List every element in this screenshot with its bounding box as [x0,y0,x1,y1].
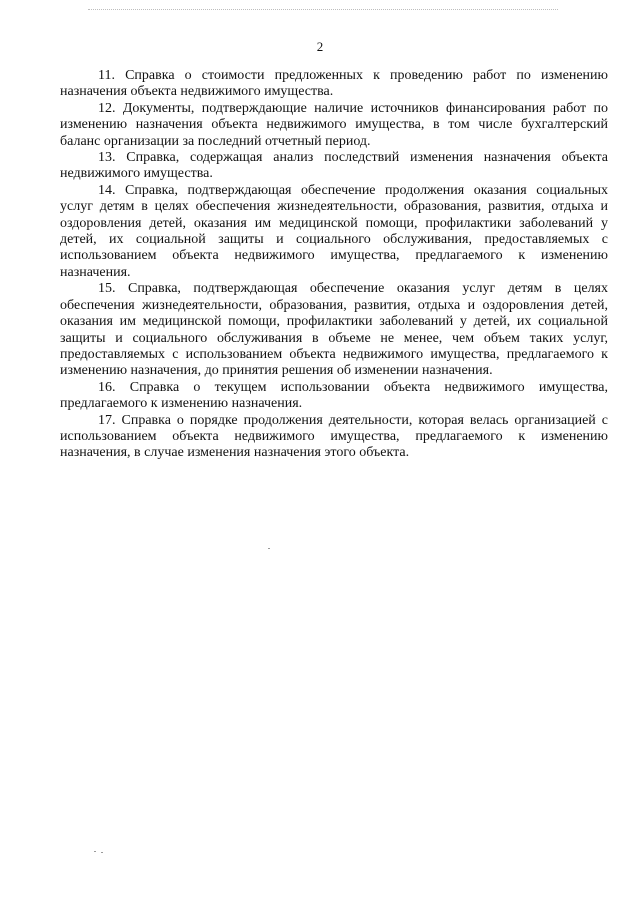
scan-speck [268,548,270,549]
paragraph-item-12: 12. Документы, подтверждающие наличие источников финансирования работ по изменению назначения объекта недвижимого имущества, в том числе бухгалтерский баланс организации за последний отчетный период. [60,100,608,149]
paragraph-item-17: 17. Справка о порядке продолжения деятельности, которая велась организацией с использованием объекта недвижимого имущества, предлагаемого к изменению назначения, в случае изменения назначения этого объекта. [60,412,608,461]
paragraph-item-14: 14. Справка, подтверждающая обеспечение продолжения оказания социальных услуг детям в целях обеспечения жизнедеятельности, образования, развития, отдыха и оздоровления детей, оказания им медицинской помощи, профилактики заболеваний у детей, их социальной защиты и социального обслуживания, предоставляемых с использованием объекта недвижимого имущества, предлагаемого к изменению назначения. [60,182,608,280]
paragraph-item-11: 11. Справка о стоимости предложенных к проведению работ по изменению назначения объекта недвижимого имущества. [60,68,608,100]
page-number: 2 [316,39,324,54]
paragraph-item-16: 16. Справка о текущем использовании объекта недвижимого имущества, предлагаемого к изменению назначения. [60,379,608,412]
document-body [60,68,608,462]
scan-speck [101,852,103,853]
scan-edge-line [88,9,558,10]
paragraph-item-13: 13. Справка, содержащая анализ последствий изменения назначения объекта недвижимого имущества. [60,150,608,182]
paragraph-item-15: 15. Справка, подтверждающая обеспечение оказания услуг детям в целях обеспечения жизнедеятельности, образования, развития, отдыха и оздоровления детей, оказания им медицинской помощи, профилактики заболеваний у детей, их социальной защиты и социального обслуживания в объеме не менее, чем объем таких услуг, предоставляемых с использованием объекта недвижимого имущества, предлагаемого к изменению назначения, до принятия решения об изменении назначения. [60,281,608,379]
scan-speck [94,851,96,852]
